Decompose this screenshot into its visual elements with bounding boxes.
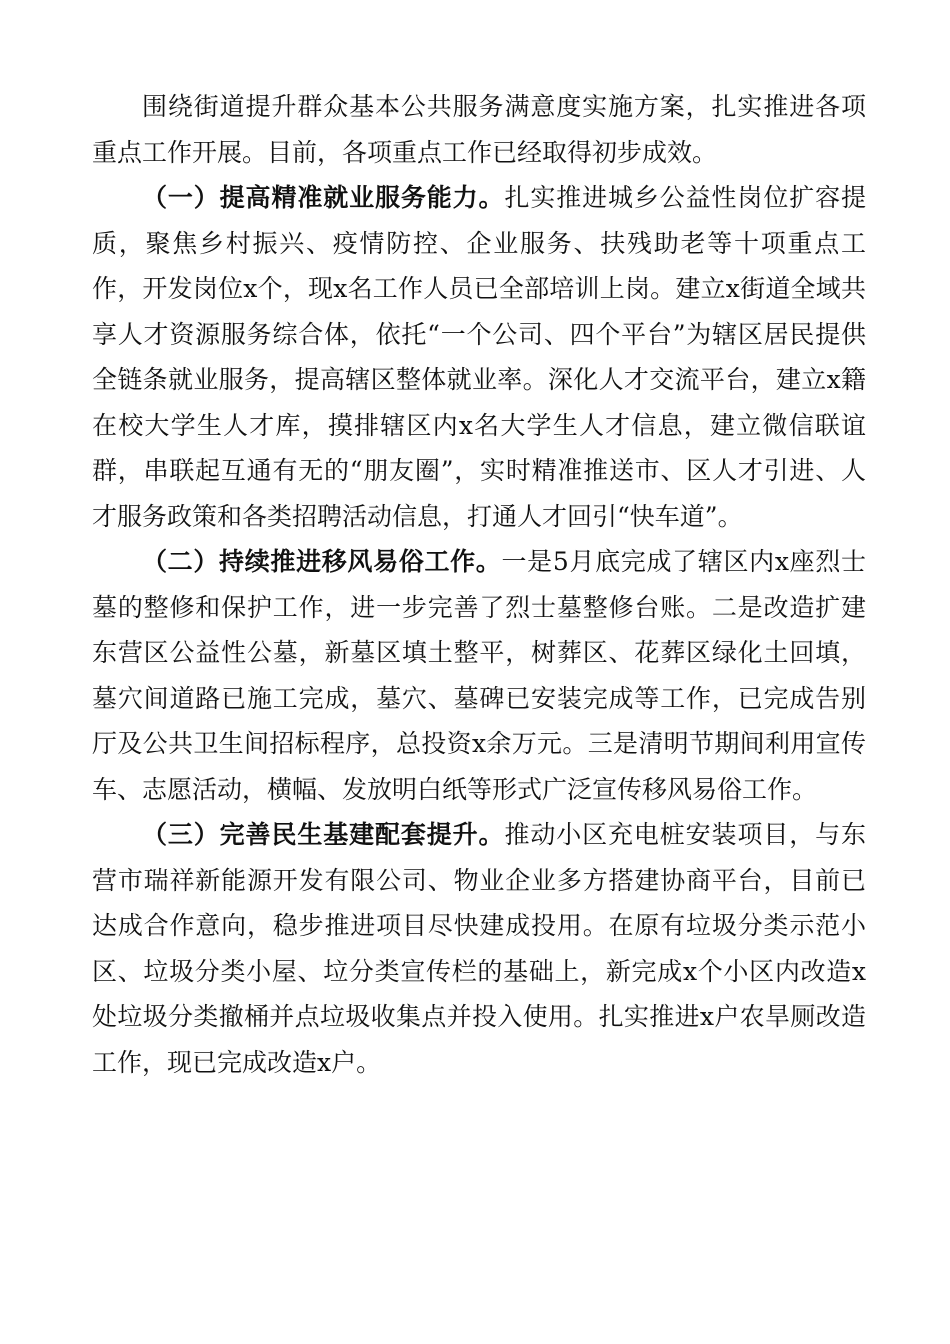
section-1-text: 扎实推进城乡公益性岗位扩容提质，聚焦乡村振兴、疫情防控、企业服务、扶残助老等十项重点工作，开发岗位x个，现x名工作人员已全部培训上岗。建立x街道全域共享人才资源服务综合体，依托“一个公司、四个平台”为辖区居民提供全链条就业服务，提高辖区整体就业率。深化人才交流平台，建立x籍在校大学生人才库，摸排辖区内x名大学生人才信息，建立微信联谊群，串联起互通有无的“朋友圈”，实时精准推送市、区人才引进、人才服务政策和各类招聘活动信息，打通人才回引“快车道”。	[92, 183, 866, 531]
section-2-text: 一是5月底完成了辖区内x座烈士墓的整修和保护工作，进一步完善了烈士墓整修台账。二是改造扩建东营区公益性公墓，新墓区填土整平，树葬区、花葬区绿化土回填，墓穴间道路已施工完成，墓穴、墓碑已安装完成等工作，已完成告别厅及公共卫生间招标程序，总投资x余万元。三是清明节期间利用宣传车、志愿活动，横幅、发放明白纸等形式广泛宣传移风易俗工作。	[92, 547, 866, 804]
section-3-heading: （三）完善民生基建配套提升。	[142, 820, 505, 849]
document-body	[92, 84, 866, 1085]
section-2-heading: （二）持续推进移风易俗工作。	[142, 547, 502, 576]
section-3-text: 推动小区充电桩安装项目，与东营市瑞祥新能源开发有限公司、物业企业多方搭建协商平台，目前已达成合作意向，稳步推进项目尽快建成投用。在原有垃圾分类示范小区、垃圾分类小屋、垃分类宣传栏的基础上，新完成x个小区内改造x处垃圾分类撤桶并点垃圾收集点并投入使用。扎实推进x户农旱厕改造工作，现已完成改造x户。	[92, 820, 866, 1077]
section-1-paragraph	[92, 175, 866, 539]
section-2-paragraph	[92, 539, 866, 812]
section-1-heading: （一）提高精准就业服务能力。	[142, 183, 505, 212]
paragraph-text: 围绕街道提升群众基本公共服务满意度实施方案，扎实推进各项重点工作开展。目前，各项重点工作已经取得初步成效。	[92, 92, 866, 167]
section-3-paragraph	[92, 812, 866, 1085]
intro-paragraph	[92, 84, 866, 175]
